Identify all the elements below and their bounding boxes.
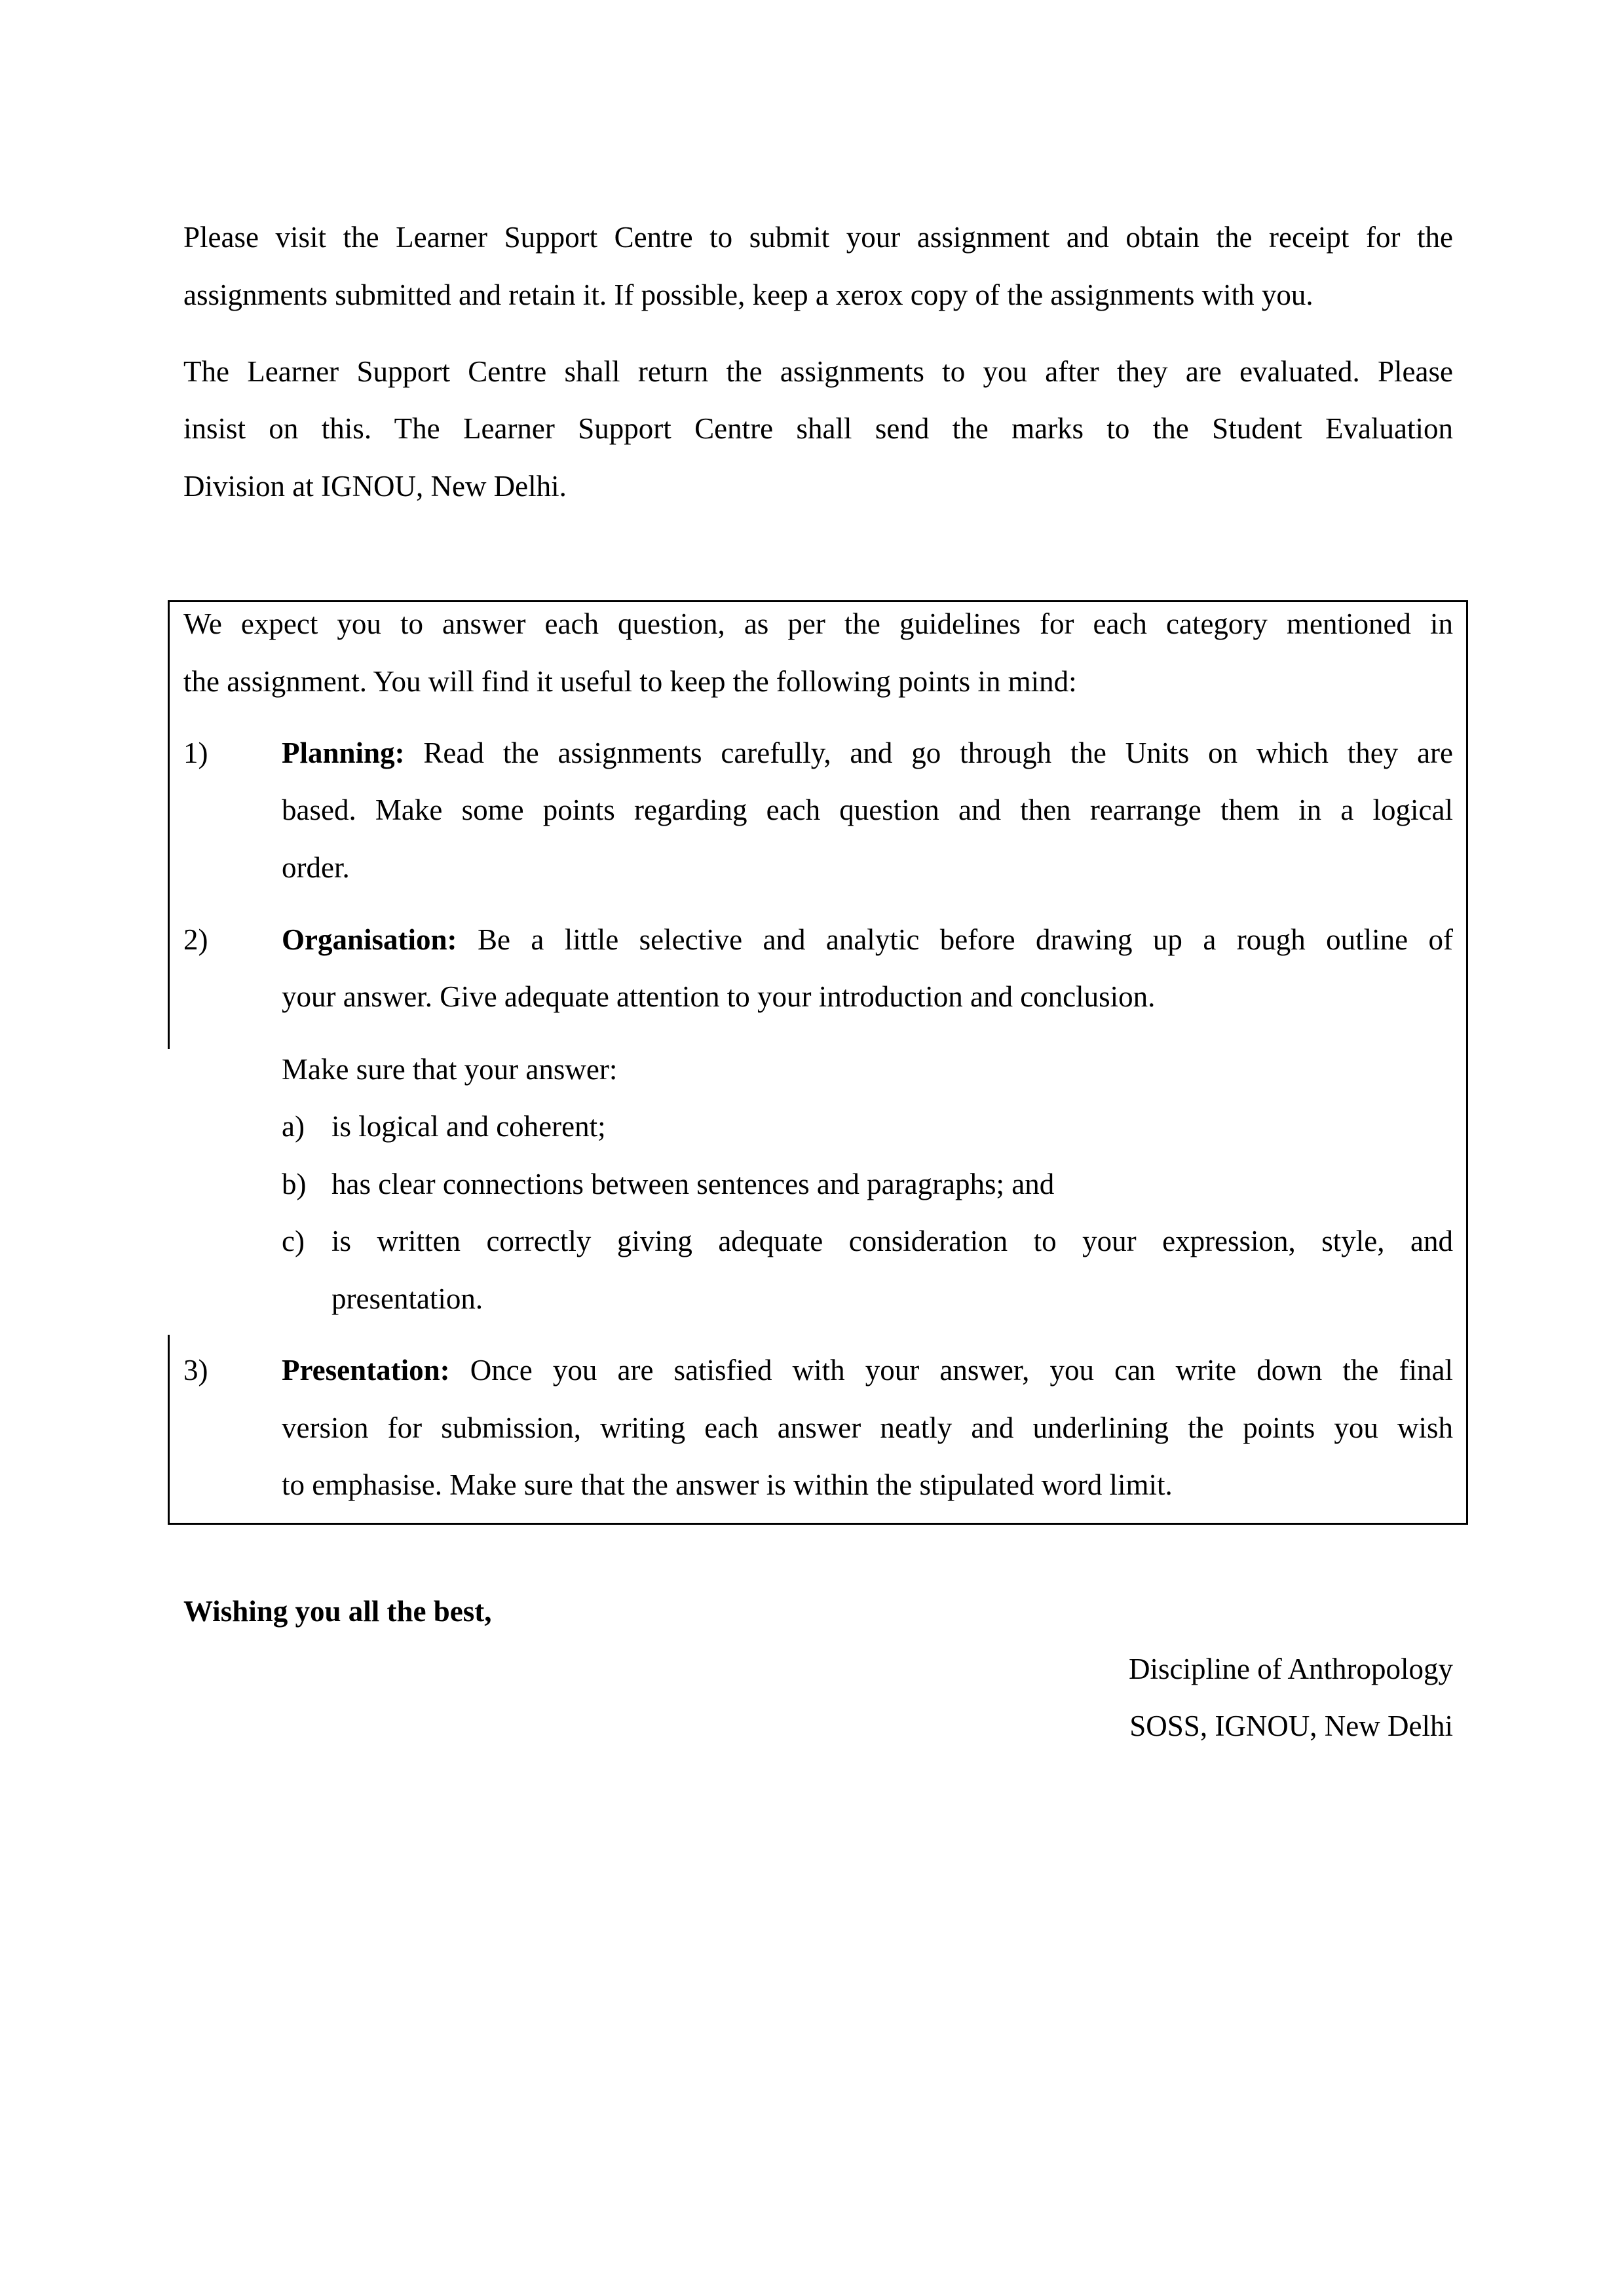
intro-paragraph-1-line-2: assignments submitted and retain it. If possible, keep a xerox copy of the assignments with you.: [183, 278, 1313, 311]
item-2-number: 2): [183, 923, 208, 956]
intro-paragraph-2-line-2: insist on this. The Learner Support Centre shall send the marks to the Student Evaluation: [183, 412, 1453, 445]
item-2-line-1: [282, 925, 1453, 955]
item-3-number: 3): [183, 1354, 208, 1387]
intro-paragraph-1-line-1: Please visit the Learner Support Centre to submit your assignment and obtain the receipt for the: [183, 221, 1453, 254]
item-1-text: Read the assignments carefully, and go through the Units on which they are: [423, 737, 1453, 769]
item-1-title: Planning:: [282, 737, 405, 769]
sub-item-a-text: is logical and coherent;: [331, 1110, 606, 1143]
item-3-line-1: [282, 1356, 1453, 1385]
make-sure-heading: Make sure that your answer:: [282, 1053, 618, 1086]
item-3-line-2: version for submission, writing each answer neatly and underlining the points you wish: [282, 1411, 1453, 1444]
box-top-border: [168, 600, 1468, 602]
intro-paragraph-2-line-1: The Learner Support Centre shall return the assignments to you after they are evaluated. Please: [183, 355, 1453, 388]
item-1-line-2: based. Make some points regarding each question and then rearrange them in a logical: [282, 794, 1453, 826]
sub-item-c-line-2: presentation.: [331, 1282, 483, 1315]
item-1-number: 1): [183, 737, 208, 769]
item-1-line-3: order.: [282, 851, 350, 884]
item-3-text: Once you are satisfied with your answer, you can write down the final: [470, 1354, 1453, 1387]
sub-item-c-letter: c): [282, 1225, 305, 1257]
sub-item-c-line-1: is written correctly giving adequate consideration to your expression, style, and: [331, 1225, 1453, 1257]
box-left-border-lower: [168, 1335, 170, 1525]
item-2-title: Organisation:: [282, 923, 457, 956]
box-lead-line-1: We expect you to answer each question, as per the guidelines for each category mentioned in: [183, 607, 1453, 640]
closing-wish: Wishing you all the best,: [183, 1595, 492, 1628]
box-lead-line-2: the assignment. You will find it useful to keep the following points in mind:: [183, 665, 1077, 698]
box-left-border-upper: [168, 600, 170, 1049]
intro-paragraph-2-line-3: Division at IGNOU, New Delhi.: [183, 470, 567, 503]
sub-item-b-letter: b): [282, 1168, 307, 1200]
box-right-border: [1466, 600, 1468, 1525]
signature-line-2: SOSS, IGNOU, New Delhi: [1129, 1710, 1453, 1742]
signature-line-1: Discipline of Anthropology: [1129, 1653, 1453, 1685]
item-3-title: Presentation:: [282, 1354, 450, 1387]
item-2-line-2: your answer. Give adequate attention to your introduction and conclusion.: [282, 980, 1156, 1013]
sub-item-b-text: has clear connections between sentences and paragraphs; and: [331, 1168, 1055, 1200]
sub-item-a-letter: a): [282, 1110, 305, 1143]
box-bottom-border: [168, 1523, 1468, 1525]
item-3-line-3: to emphasise. Make sure that the answer is within the stipulated word limit.: [282, 1468, 1173, 1501]
item-1-line-1: [282, 738, 1453, 768]
item-2-text: Be a little selective and analytic before drawing up a rough outline of: [477, 923, 1454, 956]
